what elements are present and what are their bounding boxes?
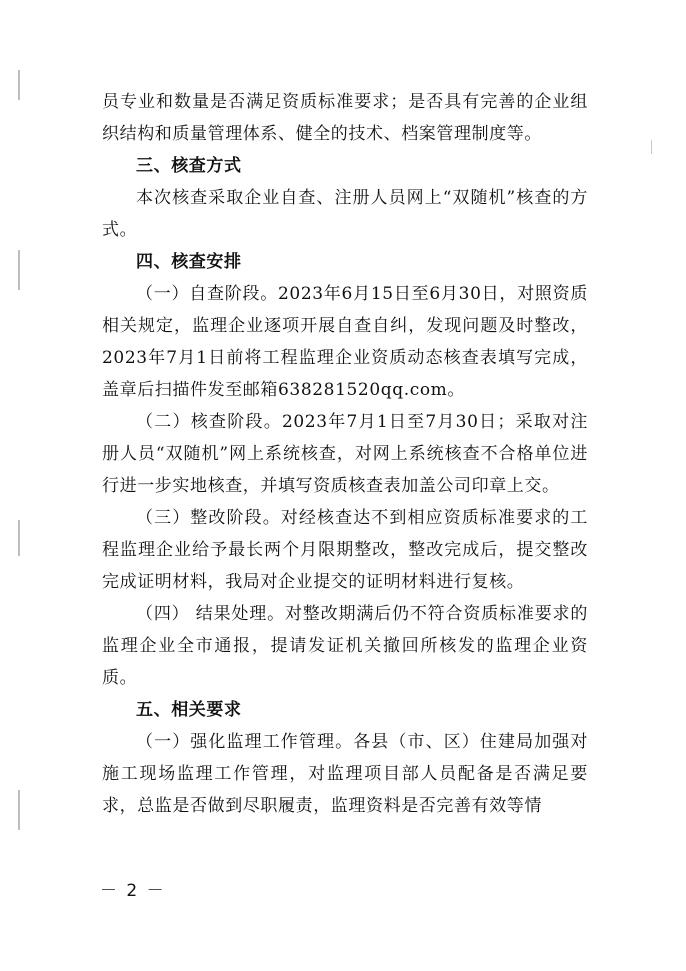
paragraph-result: （四） 结果处理。对整改期满后仍不符合资质标准要求的监理企业全市通报，提请发证机关撤回所核发的监理企业资质。 (102, 604, 588, 688)
paragraph-continuation: 员专业和数量是否满足资质标准要求；是否具有完善的企业组织结构和质量管理体系、健全的技术、档案管理制度等。 (102, 92, 588, 144)
paragraph-method: 本次核查采取企业自查、注册人员网上“双随机”核查的方式。 (102, 188, 588, 240)
paragraph-verification: （二）核查阶段。2023年7月1日至7月30日；采取对注册人员“双随机”网上系统核查，对网上系统核查不合格单位进行进一步实地核查，并填写资质核查表加盖公司印章上交。 (102, 412, 588, 496)
binding-mark (18, 70, 20, 100)
section-heading-requirements: 五、相关要求 (136, 700, 242, 720)
section-heading-method: 三、核查方式 (136, 156, 242, 176)
binding-mark (18, 520, 20, 556)
binding-mark (18, 790, 20, 830)
paragraph-rectification: （三）整改阶段。对经核查达不到相应资质标准要求的工程监理企业给予最长两个月限期整改，整改完成后，提交整改完成证明材料，我局对企业提交的证明材料进行复核。 (102, 508, 588, 592)
section-heading-schedule: 四、核查安排 (136, 252, 242, 272)
paragraph-self-check: （一）自查阶段。2023年6月15日至6月30日，对照资质相关规定，监理企业逐项开展自查自纠，发现问题及时整改，2023年7月1日前将工程监理企业资质动态核查表填写完成，盖章后扫描件发至邮箱638281520qq.com。 (102, 284, 588, 400)
scan-mark (651, 140, 652, 154)
binding-mark (18, 250, 20, 290)
page-number: － 2 － (100, 881, 166, 901)
document-body (102, 86, 588, 822)
paragraph-supervision: （一）强化监理工作管理。各县（市、区）住建局加强对施工现场监理工作管理，对监理项目部人员配备是否满足要求，总监是否做到尽职履责，监理资料是否完善有效等情 (102, 732, 588, 816)
